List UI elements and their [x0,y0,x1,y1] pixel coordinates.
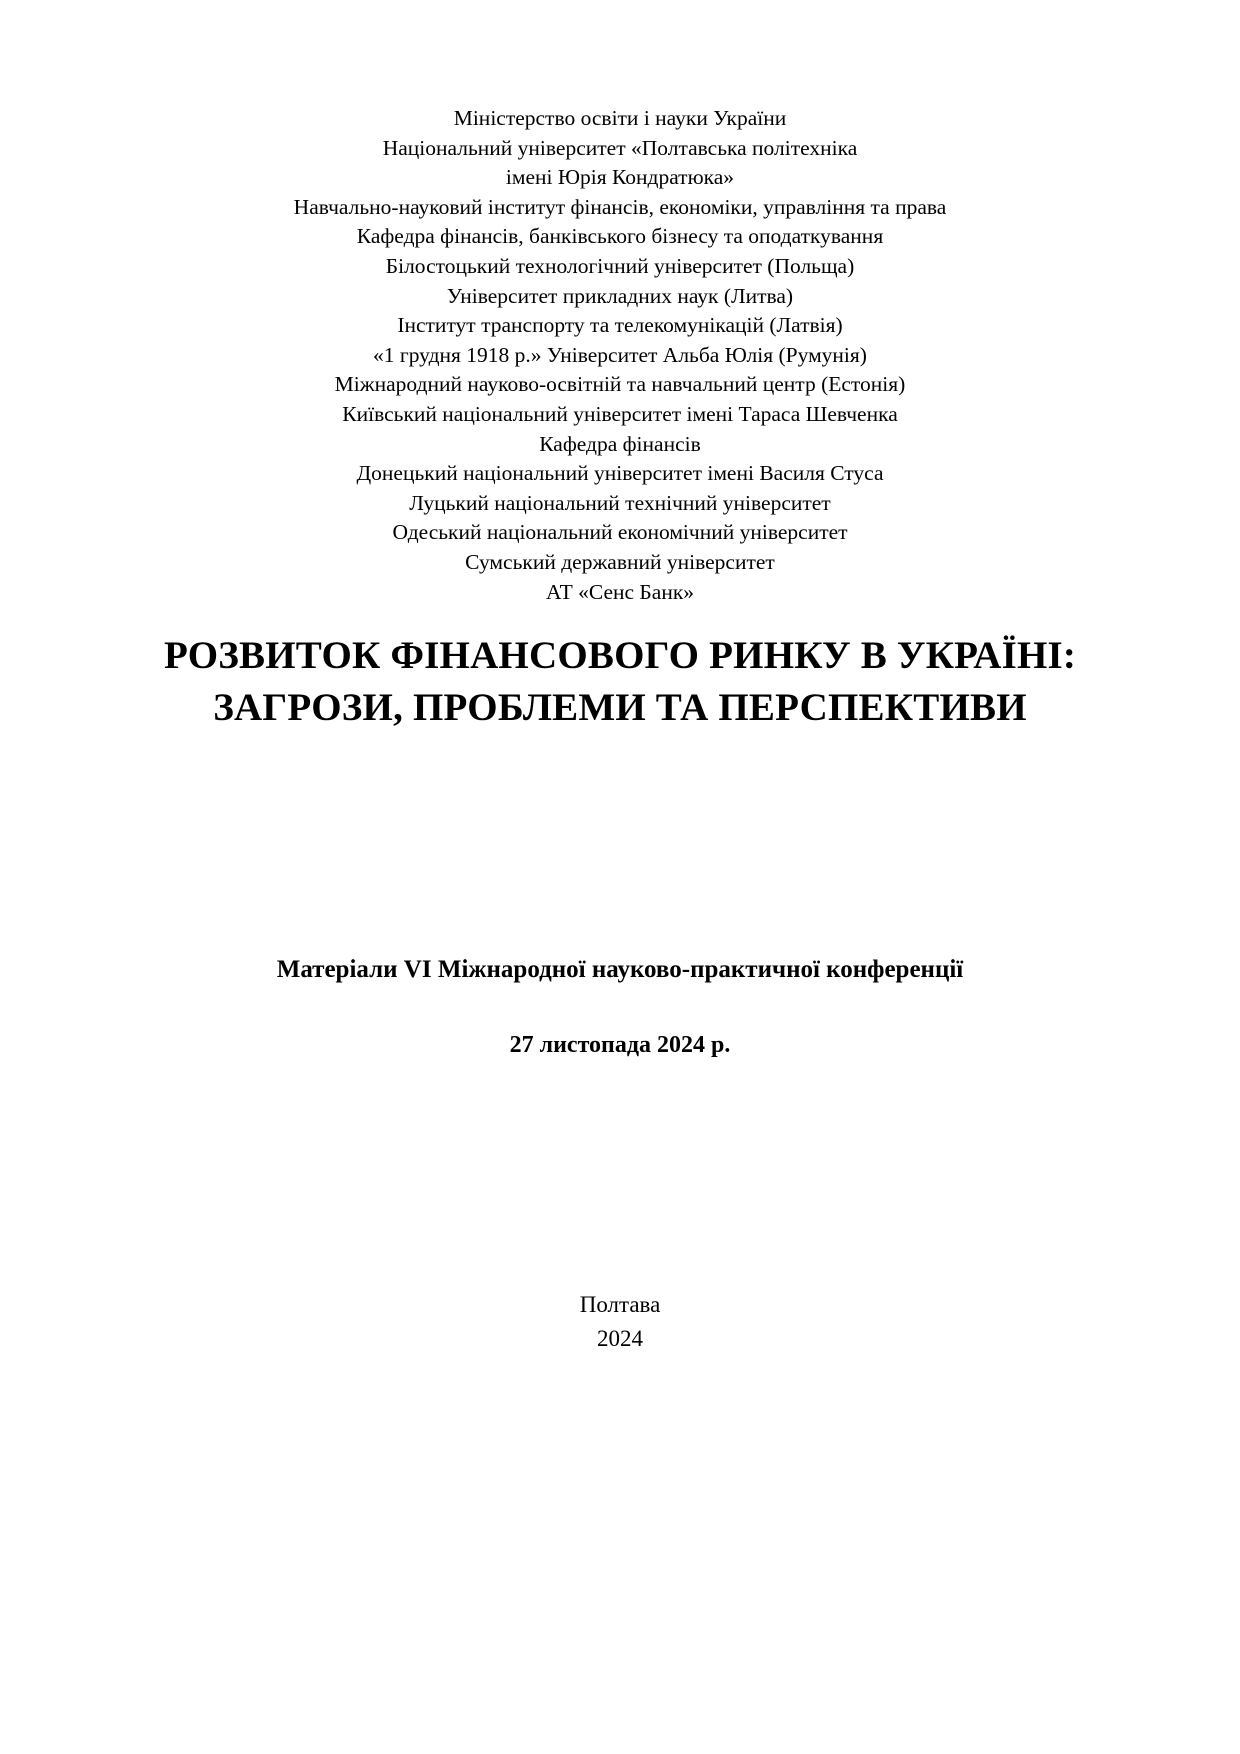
affiliation-line: Міжнародний науково-освітній та навчальний центр (Естонія) [334,372,906,397]
affiliation-line: Кафедра фінансів, банківського бізнесу та оподаткування [356,224,884,249]
affiliation-line: Університет прикладних наук (Литва) [446,283,794,308]
affiliation-line: Київський національний університет імені Тараса Шевченка [342,401,898,426]
affiliation-line: Міністерство освіти і науки України [453,106,787,130]
affiliation-line: Білостоцький технологічний університет (Польща) [385,253,855,278]
affiliation-line: Інститут транспорту та телекомунікацій (Латвія) [397,313,843,338]
affiliation-line: Одеський національний економічний університет [392,520,848,545]
affiliations-block [0,104,1240,607]
conference-date: 27 листопада 2024 р. [509,1032,731,1058]
imprint-city: Полтава [579,1292,661,1317]
conference-subtitle: Матеріали VI Міжнародної науково-практичної конференції [276,956,964,983]
affiliation-line: Луцький національний технічний університет [409,490,831,515]
affiliation-line: Навчально-науковий інститут фінансів, економіки, управління та права [293,194,947,219]
affiliation-line: Кафедра фінансів [539,431,701,456]
affiliation-line: Сумський державний університет [465,549,775,574]
affiliation-line: Національний університет «Полтавська політехніка [382,135,858,160]
imprint-year: 2024 [597,1326,643,1351]
affiliation-line: АТ «Сенс Банк» [545,579,695,604]
affiliation-line: Донецький національний університет імені Василя Стуса [356,461,884,486]
page-title: РОЗВИТОК ФІНАНСОВОГО РИНКУ В УКРАЇНІ: ЗАГРОЗИ, ПРОБЛЕМИ ТА ПЕРСПЕКТИВИ [163,634,1077,729]
imprint-block [0,1288,1240,1356]
affiliation-line: імені Юрія Кондратюка» [505,165,735,190]
affiliation-line: «1 грудня 1918 р.» Університет Альба Юлія (Румунія) [373,342,867,367]
